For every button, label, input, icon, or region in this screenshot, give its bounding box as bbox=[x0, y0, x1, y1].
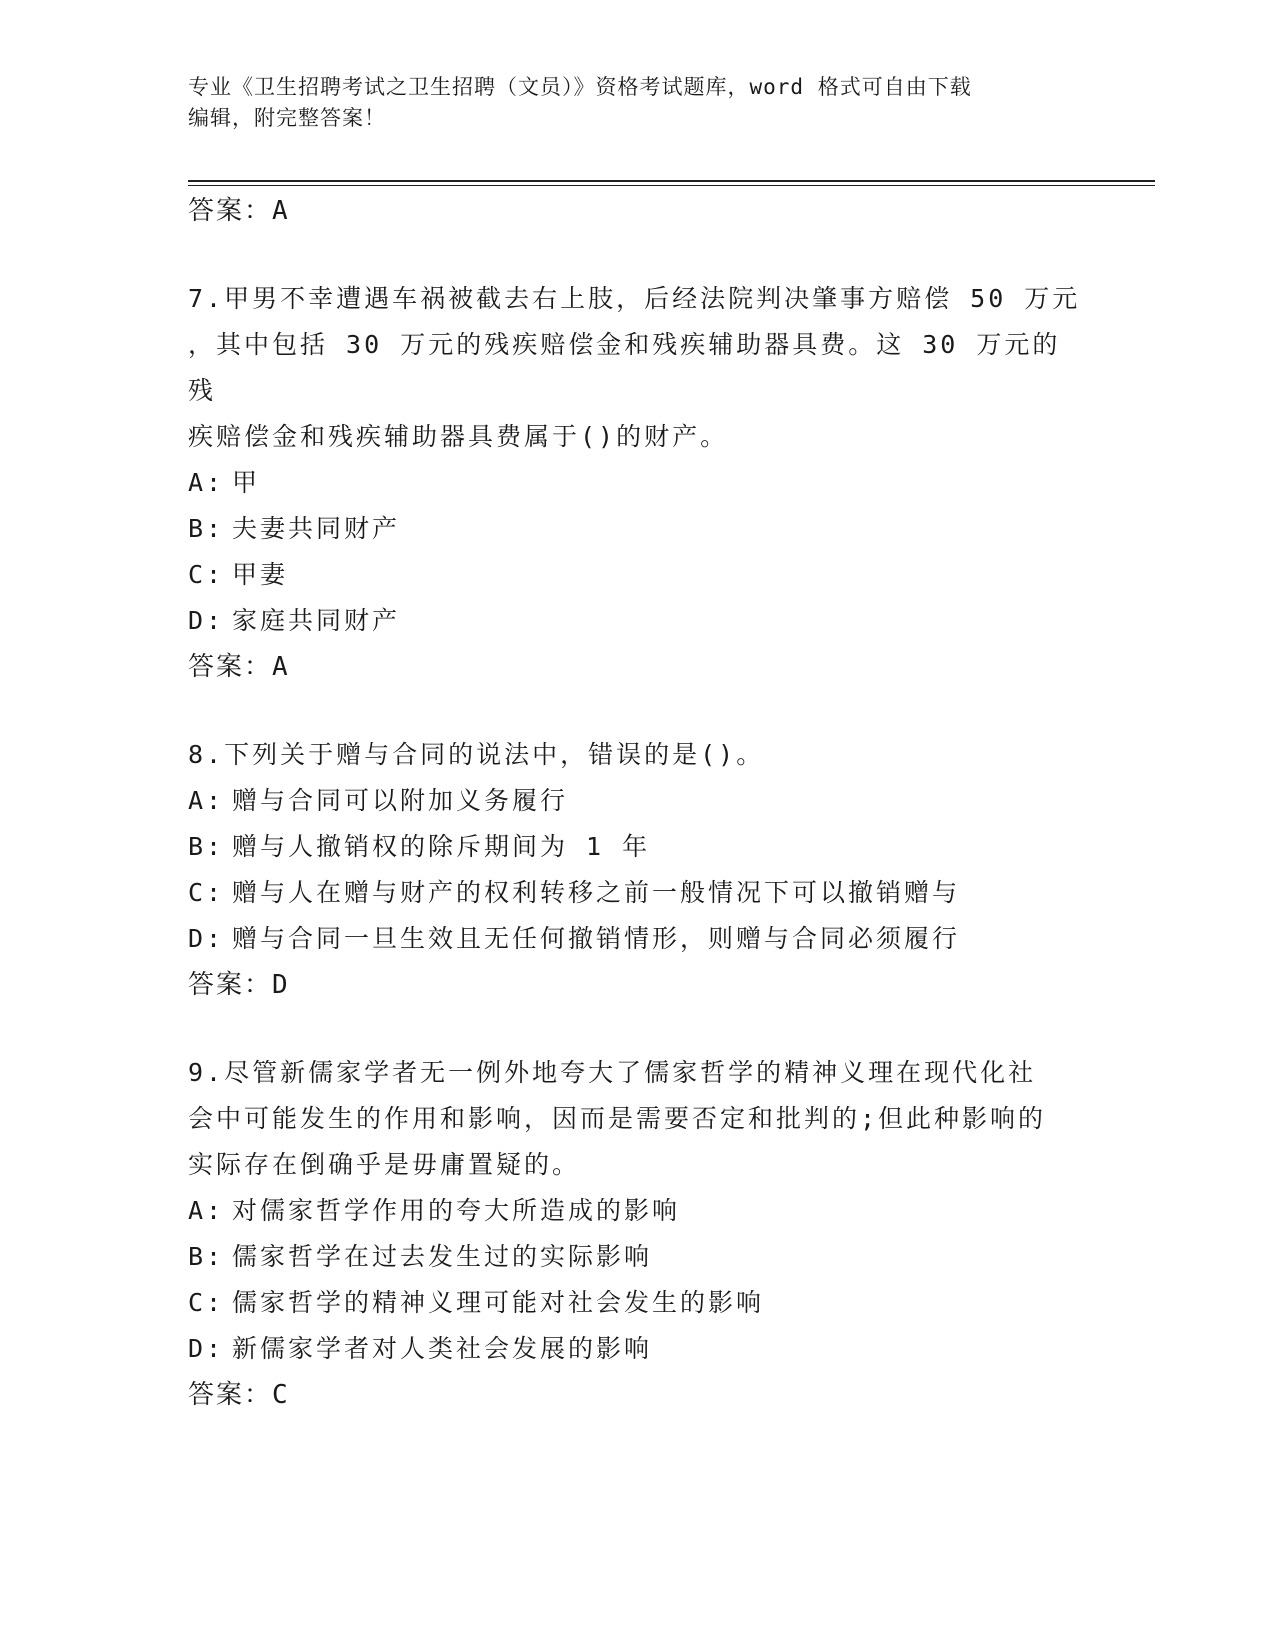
option-text: 甲妻 bbox=[232, 560, 289, 589]
question-7 bbox=[188, 276, 1088, 690]
answer-line bbox=[188, 962, 1088, 1008]
stem-line: ，其中包括 30 万元的残疾赔偿金和残疾辅助器具费。这 30 万元的残 bbox=[188, 330, 1061, 405]
answer-value: A bbox=[272, 196, 290, 226]
option-text: 甲 bbox=[232, 468, 261, 497]
option-text: 夫妻共同财产 bbox=[232, 514, 401, 543]
question-8 bbox=[188, 732, 1088, 1008]
answer-label: 答案： bbox=[188, 652, 273, 682]
answer-line bbox=[188, 188, 1088, 234]
option-b bbox=[188, 1234, 1088, 1280]
question-stem bbox=[188, 1050, 1088, 1188]
option-b bbox=[188, 506, 1088, 552]
option-d bbox=[188, 1326, 1088, 1372]
option-a bbox=[188, 1188, 1088, 1234]
option-text: 赠与合同一旦生效且无任何撤销情形，则赠与合同必须履行 bbox=[232, 924, 961, 953]
question-stem bbox=[188, 732, 1088, 778]
option-key: C: bbox=[188, 878, 225, 907]
answer-line bbox=[188, 644, 1088, 690]
option-text: 新儒家学者对人类社会发展的影响 bbox=[232, 1334, 653, 1363]
option-key: B: bbox=[188, 832, 225, 861]
option-a bbox=[188, 778, 1088, 824]
option-key: A: bbox=[188, 1196, 225, 1225]
option-key: D: bbox=[188, 606, 225, 635]
answer-value: A bbox=[272, 652, 290, 682]
answer-value: D bbox=[272, 970, 290, 1000]
question-9 bbox=[188, 1050, 1088, 1418]
option-text: 赠与人撤销权的除斥期间为 1 年 bbox=[232, 832, 651, 861]
option-key: C: bbox=[188, 560, 225, 589]
answer-label: 答案： bbox=[188, 970, 273, 1000]
option-key: B: bbox=[188, 1242, 225, 1271]
option-text: 赠与合同可以附加义务履行 bbox=[232, 786, 569, 815]
stem-line: 会中可能发生的作用和影响，因而是需要否定和批判的;但此种影响的 bbox=[188, 1104, 1047, 1133]
header-divider-thick bbox=[188, 180, 1155, 182]
option-key: D: bbox=[188, 924, 225, 953]
option-text: 对儒家哲学作用的夸大所造成的影响 bbox=[232, 1196, 681, 1225]
answer-value: C bbox=[272, 1380, 290, 1410]
question-stem bbox=[188, 276, 1088, 460]
answer-label: 答案： bbox=[188, 196, 273, 226]
option-b bbox=[188, 824, 1088, 870]
option-key: C: bbox=[188, 1288, 225, 1317]
option-key: A: bbox=[188, 468, 225, 497]
option-key: B: bbox=[188, 514, 225, 543]
option-text: 赠与人在赠与财产的权利转移之前一般情况下可以撤销赠与 bbox=[232, 878, 961, 907]
header-line-2: 编辑，附完整答案！ bbox=[188, 106, 386, 130]
option-c bbox=[188, 1280, 1088, 1326]
option-key: A: bbox=[188, 786, 225, 815]
option-c bbox=[188, 552, 1088, 598]
header-divider-thin bbox=[188, 185, 1155, 186]
option-a bbox=[188, 460, 1088, 506]
option-text: 家庭共同财产 bbox=[232, 606, 401, 635]
answer-label: 答案： bbox=[188, 1380, 273, 1410]
option-text: 儒家哲学在过去发生过的实际影响 bbox=[232, 1242, 653, 1271]
option-c bbox=[188, 870, 1088, 916]
option-text: 儒家哲学的精神义理可能对社会发生的影响 bbox=[232, 1288, 765, 1317]
question-content bbox=[188, 188, 1088, 1418]
header-line-1: 专业《卫生招聘考试之卫生招聘（文员）》资格考试题库，word 格式可自由下载 bbox=[188, 75, 972, 99]
stem-line: 8.下列关于赠与合同的说法中，错误的是()。 bbox=[188, 740, 765, 769]
option-d bbox=[188, 916, 1088, 962]
option-d bbox=[188, 598, 1088, 644]
answer-line bbox=[188, 1372, 1088, 1418]
stem-line: 疾赔偿金和残疾辅助器具费属于()的财产。 bbox=[188, 422, 729, 451]
stem-line: 9.尽管新儒家学者无一例外地夸大了儒家哲学的精神义理在现代化社 bbox=[188, 1058, 1037, 1087]
option-key: D: bbox=[188, 1334, 225, 1363]
stem-line: 7.甲男不幸遭遇车祸被截去右上肢，后经法院判决肇事方赔偿 50 万元 bbox=[188, 284, 1081, 313]
stem-line: 实际存在倒确乎是毋庸置疑的。 bbox=[188, 1150, 581, 1179]
document-header bbox=[188, 72, 1088, 134]
